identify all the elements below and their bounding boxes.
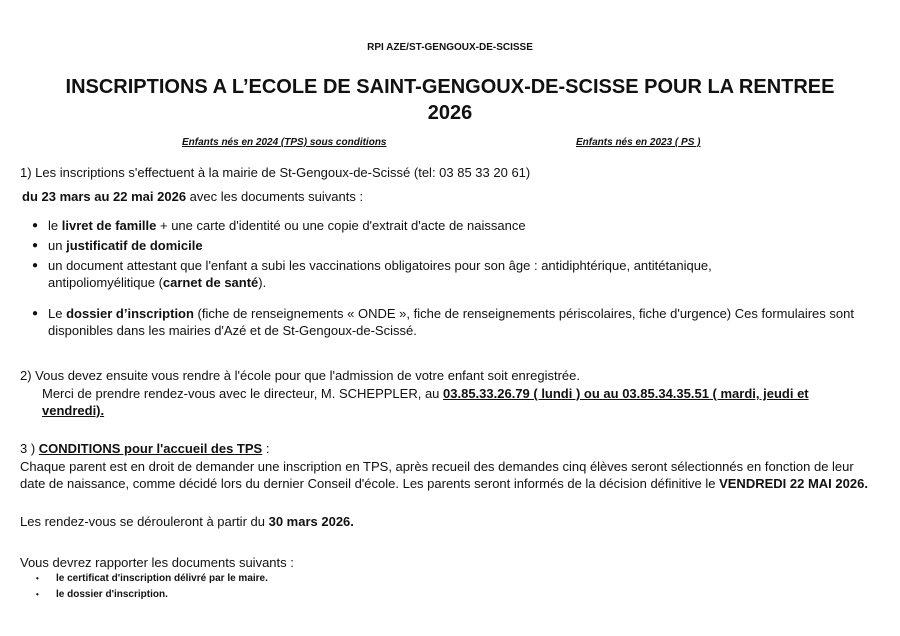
section1-dates-line bbox=[22, 188, 363, 205]
item-bold: livret de famille bbox=[61, 218, 157, 233]
rdv-date: 30 mars 2026. bbox=[268, 514, 354, 529]
decision-date: VENDREDI 22 MAI 2026. bbox=[719, 476, 868, 491]
list-item bbox=[32, 217, 872, 234]
item-text: + une carte d'identité ou une copie d'extrait d'acte de naissance bbox=[156, 218, 526, 233]
dates-suffix: avec les documents suivants : bbox=[186, 189, 364, 204]
section3-paragraph bbox=[20, 458, 880, 492]
title-line-2: 2026 bbox=[427, 102, 473, 124]
document-header: RPI AZE/ST-GENGOUX-DE-SCISSE bbox=[367, 42, 533, 53]
list-item bbox=[32, 305, 868, 339]
heading-suffix: : bbox=[262, 441, 270, 456]
documents-list-2 bbox=[32, 305, 872, 339]
section2-line2 bbox=[42, 385, 809, 402]
title-line-1: INSCRIPTIONS A L’ECOLE DE SAINT-GENGOUX-DE-SCISSE POUR LA RENTREE bbox=[65, 76, 835, 98]
section4-intro: Vous devrez rapporter les documents suivants : bbox=[20, 555, 294, 570]
phone-numbers: 03.85.33.26.79 ( lundi ) ou au 03.85.34.35.51 ( mardi, jeudi et bbox=[443, 386, 809, 401]
section3-rdv bbox=[20, 513, 354, 530]
list-item bbox=[32, 237, 872, 254]
appointment-text: Merci de prendre rendez-vous avec le directeur, M. SCHEPPLER, au bbox=[42, 386, 444, 401]
item-text: un bbox=[48, 238, 67, 253]
section1-line1: 1) Les inscriptions s'effectuent à la mairie de St-Gengoux-de-Scissé (tel: 03 85 33 20 61) bbox=[20, 165, 531, 180]
section2-line3: vendredi). bbox=[42, 403, 105, 418]
item-bold: carnet de santé bbox=[162, 275, 259, 290]
conditions-heading: CONDITIONS pour l'accueil des TPS bbox=[38, 441, 263, 456]
list-item bbox=[32, 257, 788, 291]
documents-list bbox=[32, 217, 872, 291]
item-bold: dossier d’inscription bbox=[66, 306, 194, 321]
registration-dates: du 23 mars au 22 mai 2026 bbox=[22, 189, 187, 204]
item-text: ). bbox=[258, 275, 267, 290]
list-item: • le dossier d'inscription. bbox=[36, 587, 268, 603]
item-text: un document attestant que l'enfant a subi les vaccinations obligatoires pour son âge : antidiphtérique, antitétanique, antipoliomyélitique ( bbox=[48, 258, 712, 290]
item-text: (fiche de renseignements « ONDE », fiche de renseignements périscolaires, fiche d'urgence) Ces formulaires sont disponibles dans les mairies d'Azé et de St-Gengoux-de-Scissé. bbox=[48, 306, 854, 338]
item-text: Le bbox=[48, 306, 67, 321]
conditions-text: Chaque parent est en droit de demander une inscription en TPS, après recueil des demandes cinq élèves seront sélectionnés en fonction de leur date de naissance, comme décidé lors du dernier Conseil d'école. Les parents seront informés de la décision définitive le bbox=[20, 459, 854, 491]
list-item: • le certificat d'inscription délivré par le maire. bbox=[36, 571, 268, 587]
item-text: le bbox=[48, 218, 62, 233]
page-title bbox=[0, 74, 900, 126]
rdv-text: Les rendez-vous se dérouleront à partir du bbox=[20, 514, 269, 529]
subtitle-tps: Enfants nés en 2024 (TPS) sous conditions bbox=[182, 137, 387, 148]
section3-heading bbox=[20, 440, 269, 457]
subtitle-ps: Enfants nés en 2023 ( PS ) bbox=[576, 137, 701, 148]
return-documents-list bbox=[36, 571, 268, 603]
heading-number: 3 ) bbox=[20, 441, 39, 456]
item-bold: justificatif de domicile bbox=[66, 238, 203, 253]
section2-line1: 2) Vous devez ensuite vous rendre à l'école pour que l'admission de votre enfant soit enregistrée. bbox=[20, 368, 580, 383]
